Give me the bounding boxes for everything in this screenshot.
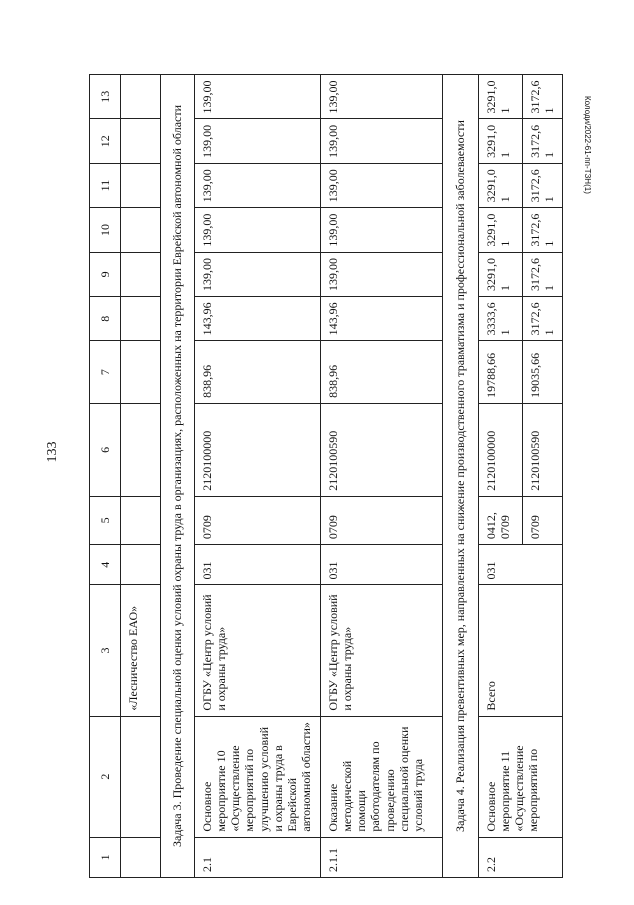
col-num: 8 [90,297,121,341]
col-num: 4 [90,545,121,585]
document-code: Колоди/2022-61-пп-ТЗН(1) [583,96,592,194]
total-cell: 838,96 [195,341,321,404]
executor-cell: «Лесничество ЕАО» [121,585,161,716]
year-cell: 139,00 [321,208,443,252]
table-row [195,75,321,878]
year-cell: 3333,61 [479,297,523,341]
budget-table [89,74,563,878]
year-cell: 139,00 [321,163,443,207]
section-cell: 0709 [523,496,563,544]
year-cell: 143,96 [195,297,321,341]
csr-cell: 2120100000 [195,403,321,496]
year-cell: 3291,01 [479,208,523,252]
year-cell: 3172,61 [523,75,563,120]
column-number-row [90,75,121,878]
col-num: 6 [90,403,121,496]
task-row [161,75,195,878]
col-num: 12 [90,119,121,163]
year-cell: 3172,61 [523,163,563,207]
grbs-cell: 031 [321,545,443,585]
grbs-cell: 031 [479,545,563,585]
grbs-cell: 031 [195,545,321,585]
year-cell: 139,00 [195,208,321,252]
row-number: 2.1 [195,837,321,877]
col-num: 1 [90,837,121,877]
year-cell: 139,00 [321,119,443,163]
col-num: 5 [90,496,121,544]
col-num: 10 [90,208,121,252]
row-number: 2.1.1 [321,837,443,877]
measure-name: Основное мероприятие 11 «Осуществление мероприятий по [479,716,563,837]
year-cell: 3172,61 [523,252,563,296]
year-cell: 3291,01 [479,119,523,163]
year-cell: 139,00 [195,119,321,163]
year-cell: 139,00 [321,252,443,296]
row-number: 2.2 [479,837,563,877]
budget-table-container [89,74,563,878]
section-cell: 0709 [321,496,443,544]
col-num: 2 [90,716,121,837]
csr-cell: 2120100590 [321,403,443,496]
page-number: 133 [45,441,60,463]
csr-cell: 2120100590 [523,403,563,496]
col-num: 7 [90,341,121,404]
year-cell: 139,00 [195,75,321,120]
executor-cell: ОГБУ «Центр условий и охраны труда» [195,585,321,716]
measure-name: Основное мероприятие 10 «Осуществление мероприятий по улучшению условий и охраны труда в Еврейской автономной области» [195,716,321,837]
year-cell: 139,00 [321,75,443,120]
year-cell: 3291,01 [479,75,523,120]
col-num: 11 [90,163,121,207]
year-cell: 3172,61 [523,119,563,163]
total-cell: 19788,66 [479,341,523,404]
col-num: 9 [90,252,121,296]
task-row [443,75,479,878]
table-row [479,75,523,878]
col-num: 3 [90,585,121,716]
csr-cell: 2120100000 [479,403,523,496]
year-cell: 3172,61 [523,297,563,341]
year-cell: 3172,61 [523,208,563,252]
task-4-heading: Задача 4. Реализация превентивных мер, направленных на снижение производственного травматизма и профессиональной заболеваемости [443,75,479,878]
year-cell: 3291,01 [479,163,523,207]
executor-cell: Всего [479,585,563,716]
task-3-heading: Задача 3. Проведение специальной оценки условий охраны труда в организациях, расположенных на территории Еврейской автономной области [161,75,195,878]
total-cell: 838,96 [321,341,443,404]
table-row [321,75,443,878]
year-cell: 139,00 [195,252,321,296]
col-num: 13 [90,75,121,120]
total-cell: 19035,66 [523,341,563,404]
measure-name: Оказание методической помощи работодателям по проведению специальной оценки условий труда [321,716,443,837]
year-cell: 143,96 [321,297,443,341]
year-cell: 3291,01 [479,252,523,296]
executor-cell: ОГБУ «Центр условий и охраны труда» [321,585,443,716]
table-row [121,75,161,878]
section-cell: 0412, 0709 [479,496,523,544]
section-cell: 0709 [195,496,321,544]
year-cell: 139,00 [195,163,321,207]
